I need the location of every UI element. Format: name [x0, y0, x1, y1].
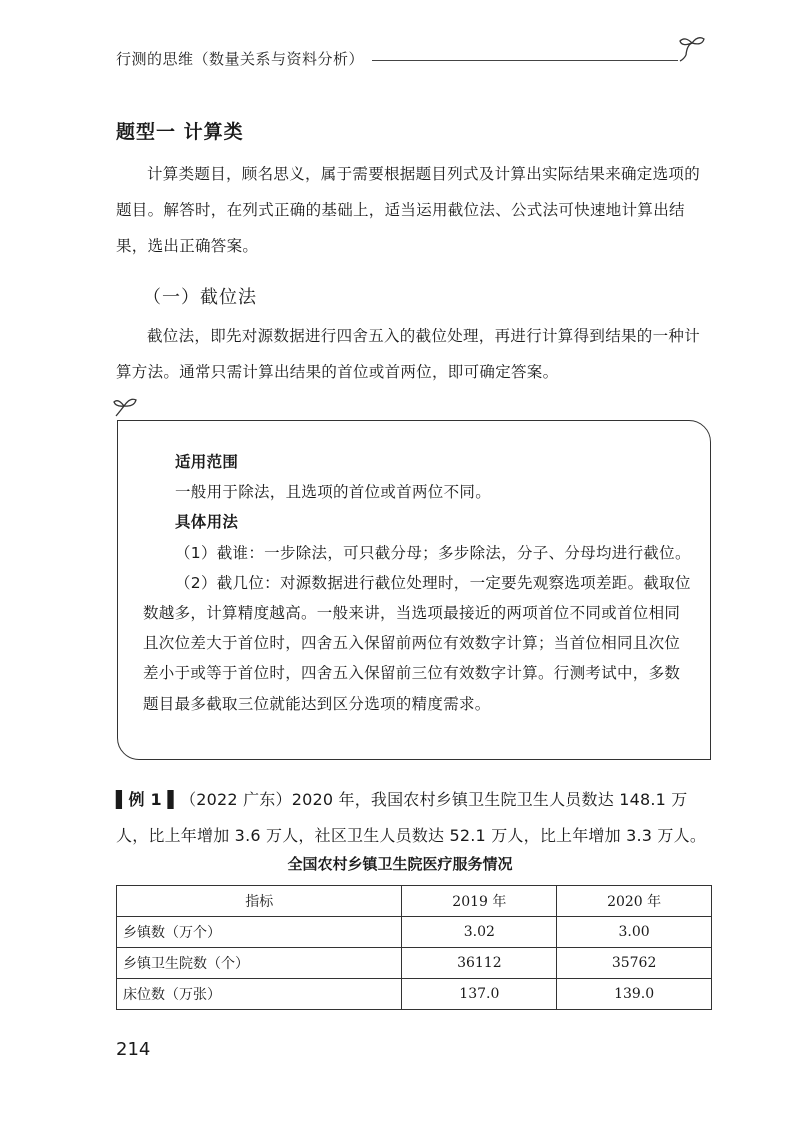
table-row [117, 917, 712, 948]
table-cell: 3.00 [557, 917, 712, 948]
usage-item-2: （2）截几位：对源数据进行截位处理时，一定要先观察选项差距。截取位数越多，计算精度越高。一般来讲，当选项最接近的两项首位不同或首位相同且次位差大于首位时，四舍五入保留前两位有效数字计算；当首位相同且次位差小于或等于首位时，四舍五入保留前三位有效数字计算。行测考试中，多数题目最多截取三位就能达到区分选项的精度需求。 [143, 573, 691, 713]
header-rule [372, 60, 678, 61]
example-label: ▌例 1 ▌ [116, 790, 181, 809]
table-header-row [117, 886, 712, 917]
table-cell: 床位数（万张） [117, 979, 402, 1010]
subsection-title: （一）截位法 [143, 287, 257, 308]
table-cell: 35762 [557, 948, 712, 979]
usage-heading: 具体用法 [175, 513, 239, 532]
page-number: 214 [116, 1039, 151, 1060]
scope-text: 一般用于除法，且选项的首位或首两位不同。 [175, 483, 492, 502]
subsection-intro: 截位法，即先对源数据进行四舍五入的截位处理，再进行计算得到结果的一种计算方法。通常只需计算出结果的首位或首两位，即可确定答案。 [116, 327, 701, 381]
usage-item-1: （1）截谁：一步除法，可只截分母；多步除法，分子、分母均进行截位。 [175, 543, 691, 562]
table-cell: 36112 [402, 948, 557, 979]
table-header-cell: 2020 年 [557, 886, 712, 917]
table-row [117, 979, 712, 1010]
table-cell: 139.0 [557, 979, 712, 1010]
data-table [116, 885, 712, 1010]
tip-content [143, 447, 691, 719]
sprout-icon [676, 33, 712, 63]
table-header-cell: 2019 年 [402, 886, 557, 917]
sprout-icon-tipbox [112, 394, 142, 418]
table-cell: 137.0 [402, 979, 557, 1010]
example-1 [116, 782, 716, 854]
section-intro: 计算类题目，顾名思义，属于需要根据题目列式及计算出实际结果来确定选项的题目。解答时，在列式正确的基础上，适当运用截位法、公式法可快速地计算出结果，选出正确答案。 [116, 165, 701, 255]
table-row [117, 948, 712, 979]
table-cell: 乡镇数（万个） [117, 917, 402, 948]
scope-heading: 适用范围 [175, 453, 239, 471]
table-title: 全国农村乡镇卫生院医疗服务情况 [287, 855, 513, 873]
table-header-cell: 指标 [117, 886, 402, 917]
example-text: （2022 广东）2020 年，我国农村乡镇卫生院卫生人员数达 148.1 万人，比上年增加 3.6 万人，社区卫生人员数达 52.1 万人，比上年增加 3.3 万人。 [116, 790, 707, 845]
table-cell: 乡镇卫生院数（个） [117, 948, 402, 979]
section-title: 题型一 计算类 [116, 121, 244, 143]
table-cell: 3.02 [402, 917, 557, 948]
running-header-title: 行测的思维（数量关系与资料分析） [116, 50, 365, 68]
